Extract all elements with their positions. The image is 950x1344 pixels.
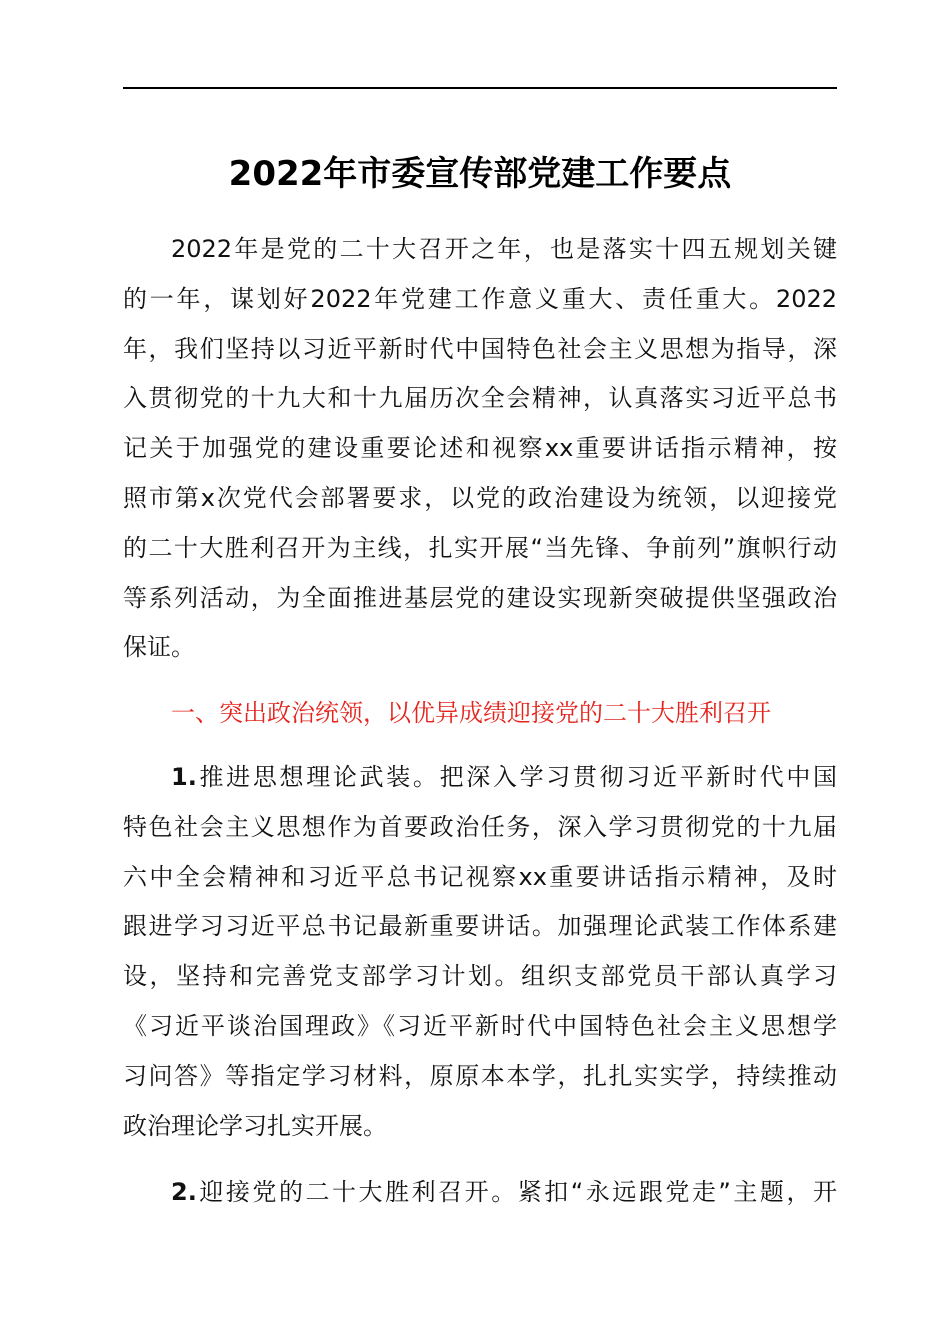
intro-line: 照市第x次党代会部署要求，以党的政治建设为统领，以迎接党 bbox=[123, 483, 837, 512]
item-2-paragraph bbox=[123, 1168, 837, 1218]
item-1-number: 1. bbox=[171, 763, 197, 791]
intro-line: 入贯彻党的十九大和十九届历次全会精神，认真落实习近平总书 bbox=[123, 384, 837, 413]
intro-line: 等系列活动，为全面推进基层党的建设实现新突破提供坚强政治 bbox=[123, 583, 837, 612]
section-heading-text: 一、突出政治统领，以优异成绩迎接党的二十大胜利召开 bbox=[171, 699, 771, 727]
item-2-first-line bbox=[123, 1168, 837, 1218]
document-title: 2022年市委宣传部党建工作要点 bbox=[228, 154, 732, 194]
intro-paragraph bbox=[123, 225, 837, 673]
item-1-line: 习问答》等指定学习材料，原原本本学，扎扎实实学，持续推动 bbox=[123, 1061, 837, 1090]
top-divider bbox=[123, 87, 837, 89]
intro-line: 年，我们坚持以习近平新时代中国特色社会主义思想为指导，深 bbox=[123, 334, 837, 363]
intro-line: 的一年，谋划好2022年党建工作意义重大、责任重大。2022 bbox=[123, 284, 837, 313]
item-1-first-line bbox=[123, 753, 837, 803]
intro-line: 记关于加强党的建设重要论述和视察xx重要讲话指示精神，按 bbox=[123, 434, 837, 463]
item-1-line: 六中全会精神和习近平总书记视察xx重要讲话指示精神，及时 bbox=[123, 862, 837, 891]
item-2-number: 2. bbox=[171, 1178, 197, 1206]
item-1-line: 《习近平谈治国理政》《习近平新时代中国特色社会主义思想学 bbox=[123, 1011, 837, 1040]
intro-line: 2022年是党的二十大召开之年，也是落实十四五规划关键 bbox=[171, 235, 837, 263]
intro-line: 保证。 bbox=[123, 633, 195, 662]
item-1-line: 特色社会主义思想作为首要政治任务，深入学习贯彻党的十九届 bbox=[123, 812, 837, 841]
item-1-first-line-text: 推进思想理论武装。把深入学习贯彻习近平新时代中国 bbox=[196, 763, 837, 791]
intro-line: 的二十大胜利召开为主线，扎实开展“当先锋、争前列”旗帜行动 bbox=[123, 533, 837, 562]
item-1-line: 跟进学习习近平总书记最新重要讲话。加强理论武装工作体系建 bbox=[123, 912, 837, 941]
section-heading-1 bbox=[123, 689, 837, 739]
item-1-line: 政治理论学习扎实开展。 bbox=[123, 1111, 387, 1140]
item-1-paragraph bbox=[123, 753, 837, 1151]
item-2-first-line-text: 迎接党的二十大胜利召开。紧扣“永远跟党走”主题，开 bbox=[196, 1178, 837, 1206]
item-1-line: 设，坚持和完善党支部学习计划。组织支部党员干部认真学习 bbox=[123, 962, 837, 991]
